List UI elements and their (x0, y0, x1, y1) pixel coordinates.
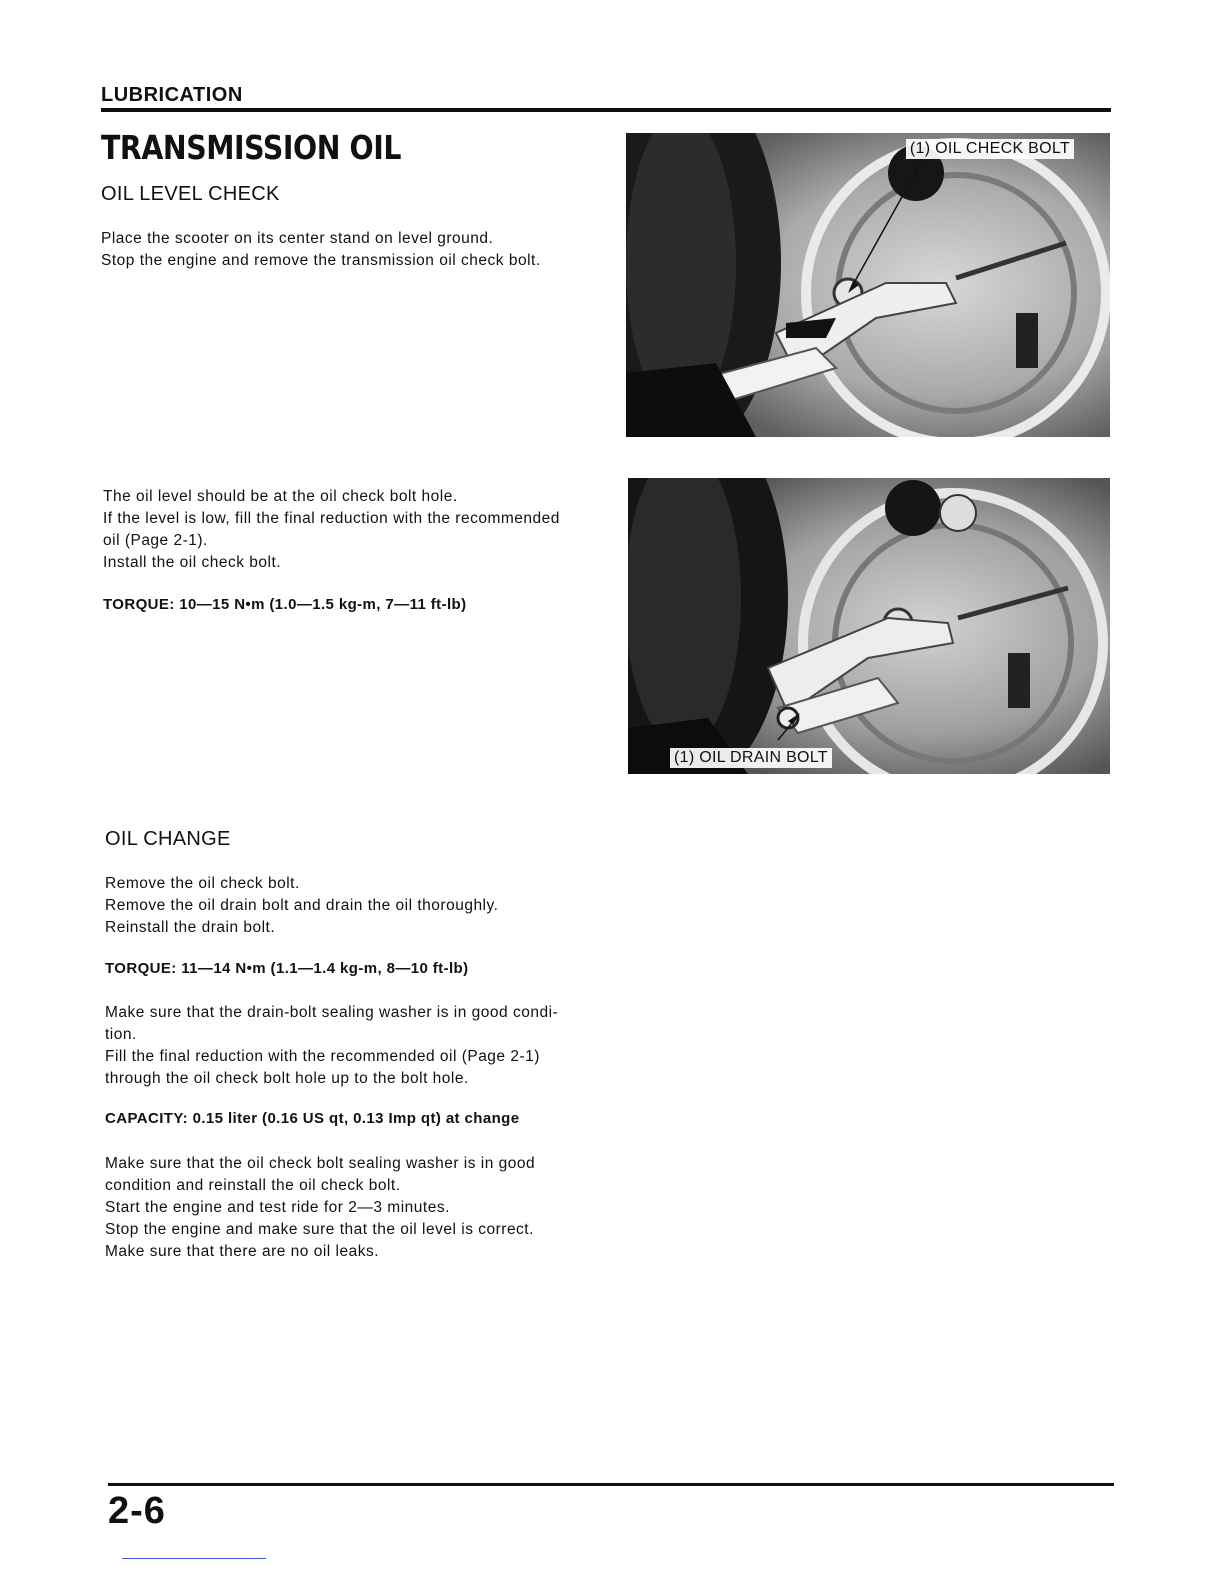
capacity-spec: CAPACITY: 0.15 liter (0.16 US qt, 0.13 Imp qt) at change (105, 1110, 520, 1127)
step-line: condition and reinstall the oil check bolt. (105, 1177, 401, 1194)
oil-level-check-heading: OIL LEVEL CHECK (101, 183, 280, 205)
step-line: Make sure that the drain-bolt sealing washer is in good condi- (105, 1004, 559, 1021)
step-line: Fill the final reduction with the recommended oil (Page 2-1) (105, 1048, 540, 1065)
intro-line: Stop the engine and remove the transmission oil check bolt. (101, 252, 541, 269)
oil-drain-bolt-photo (628, 478, 1110, 774)
oil-change-steps-2 (105, 1002, 615, 1090)
page-title: TRANSMISSION OIL (101, 128, 401, 167)
header-rule (101, 108, 1111, 112)
oil-drain-bolt-label: (1) OIL DRAIN BOLT (670, 748, 832, 768)
oil-check-bolt-photo (626, 133, 1110, 437)
step-line: Make sure that there are no oil leaks. (105, 1243, 380, 1260)
oil-change-steps-1 (105, 873, 615, 939)
oil-check-bolt-label: (1) OIL CHECK BOLT (906, 139, 1074, 159)
section-header: LUBRICATION (101, 84, 243, 106)
drain-bolt-torque-spec: TORQUE: 11—14 N•m (1.1—1.4 kg-m, 8—10 ft-lb) (105, 960, 469, 977)
body-line: If the level is low, fill the final reduction with the recommended (103, 510, 560, 527)
oil-change-heading: OIL CHANGE (105, 828, 231, 850)
oil-change-steps-3 (105, 1153, 615, 1263)
step-line: Start the engine and test ride for 2—3 minutes. (105, 1199, 450, 1216)
step-line: Remove the oil drain bolt and drain the oil thoroughly. (105, 897, 499, 914)
body-line: Install the oil check bolt. (103, 554, 282, 571)
page-number: 2-6 (108, 1490, 166, 1532)
intro-line: Place the scooter on its center stand on level ground. (101, 230, 494, 247)
step-line: Stop the engine and make sure that the oil level is correct. (105, 1221, 534, 1238)
step-line: tion. (105, 1026, 137, 1043)
footer-rule (108, 1483, 1114, 1486)
oil-level-intro (101, 228, 611, 272)
oil-check-bolt-illustration (626, 133, 1110, 437)
body-line: The oil level should be at the oil check bolt hole. (103, 488, 458, 505)
step-line: Make sure that the oil check bolt sealing washer is in good (105, 1155, 536, 1172)
footer-underline (122, 1558, 266, 1559)
oil-drain-bolt-illustration (628, 478, 1110, 774)
step-line: through the oil check bolt hole up to the bolt hole. (105, 1070, 469, 1087)
body-line: oil (Page 2-1). (103, 532, 208, 549)
step-line: Reinstall the drain bolt. (105, 919, 276, 936)
level-check-torque-spec: TORQUE: 10—15 N•m (1.0—1.5 kg-m, 7—11 ft-lb) (103, 596, 467, 613)
oil-level-body (103, 486, 613, 574)
step-line: Remove the oil check bolt. (105, 875, 300, 892)
